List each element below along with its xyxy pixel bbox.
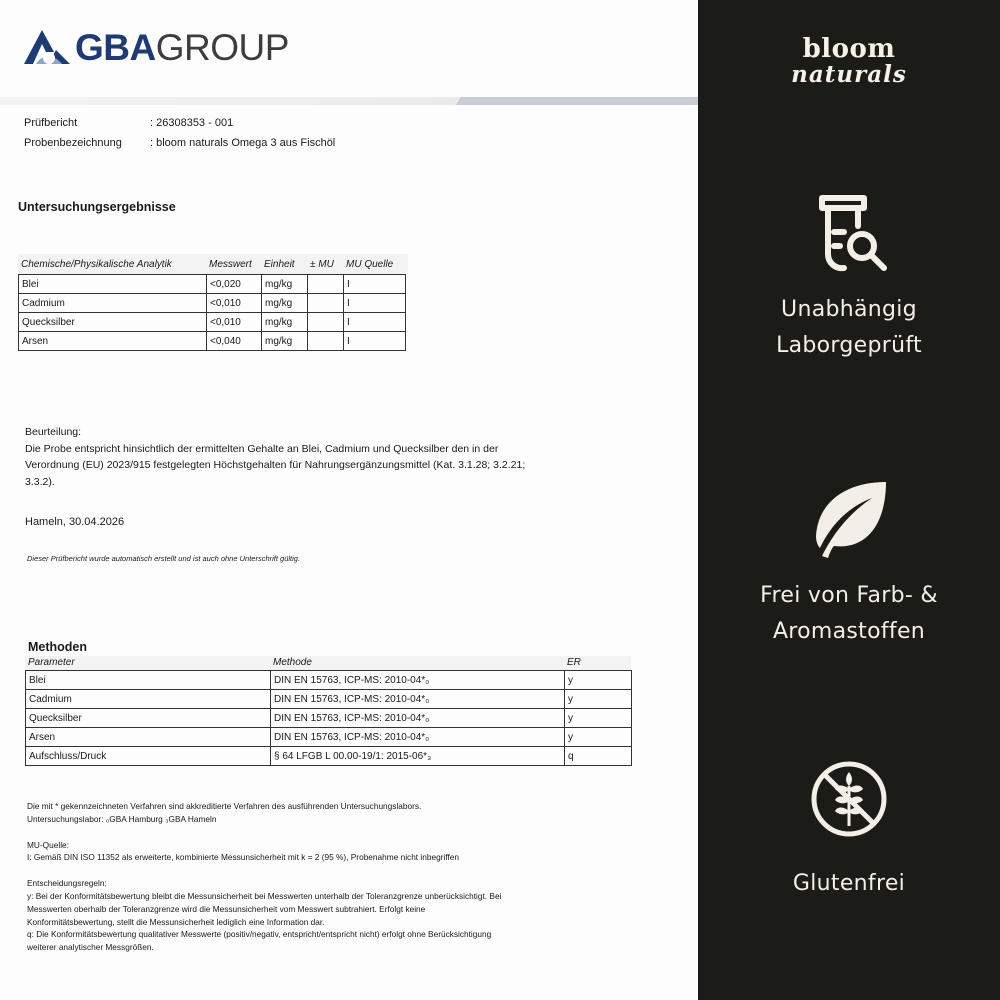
feature-gluten-free [698, 758, 1000, 902]
analytics-header: ± MU [310, 258, 334, 270]
cell-er: y [565, 728, 632, 747]
footnote-mu-text: I: Gemäß DIN ISO 11352 als erweiterte, kombinierte Messunsicherheit mit k = 2 (95 %), Probenahme nicht inbegriffen [27, 852, 460, 863]
sample-label: Probenbezeichnung [24, 137, 122, 149]
analytics-grid [18, 274, 406, 351]
cell-method: DIN EN 15763, ICP-MS: 2010-04*₀ [271, 709, 565, 728]
methods-header: Parameter [28, 657, 75, 668]
sample-value: : bloom naturals Omega 3 aus Fischöl [150, 137, 336, 149]
gba-group-logo [24, 28, 289, 68]
bloom-naturals-logo: bloom naturals [791, 34, 907, 88]
header-divider-accent [456, 97, 698, 105]
cell-value: <0,010 [207, 313, 262, 332]
cell-mu [308, 332, 344, 351]
cell-value: <0,020 [207, 275, 262, 294]
cell-value: <0,040 [207, 332, 262, 351]
table-row [26, 728, 632, 747]
cell-er: y [565, 709, 632, 728]
cell-mu [308, 313, 344, 332]
cell-param: Cadmium [26, 690, 271, 709]
cell-unit: mg/kg [262, 313, 308, 332]
cell-method: § 64 LFGB L 00.00-19/1: 2015-06*₃ [271, 747, 565, 766]
cell-value: <0,010 [207, 294, 262, 313]
assessment-line: 3.3.2). [25, 475, 55, 488]
analytics-header: Messwert [209, 258, 252, 270]
analytics-header: Einheit [264, 258, 295, 270]
methods-header-row [25, 656, 631, 670]
footnote-rule-y: Messwerten oberhalb der Toleranzgrenze wird die Messunsicherheit vom Messwert subtrahiert. Erfolgt keine [27, 903, 426, 914]
analytics-table [18, 254, 408, 351]
logo-wordmark: GBAGROUP [75, 27, 289, 68]
assessment-title: Beurteilung: [25, 426, 82, 438]
analytics-header: Chemische/Physikalische Analytik [21, 258, 172, 270]
cell-param: Arsen [19, 332, 207, 351]
feature-label: Frei von Farb- & Aromastoffen [760, 583, 938, 644]
cell-er: y [565, 671, 632, 690]
cell-param: Blei [26, 671, 271, 690]
cell-source: I [344, 332, 406, 351]
methods-header: Methode [273, 657, 312, 668]
cell-param: Quecksilber [26, 709, 271, 728]
footnote-accredited: Die mit * gekennzeichneten Verfahren sind akkreditierte Verfahren des ausführenden Untersuchungslabors. [27, 801, 422, 811]
analytics-header: MU Quelle [346, 258, 394, 270]
lab-test-icon [806, 192, 892, 278]
footnote-lab: Untersuchungslabor: ₀GBA Hamburg ₃GBA Hameln [27, 813, 217, 824]
cell-param: Arsen [26, 728, 271, 747]
cell-method: DIN EN 15763, ICP-MS: 2010-04*₀ [271, 728, 565, 747]
table-row [19, 313, 406, 332]
gluten-free-icon [806, 758, 892, 844]
cell-unit: mg/kg [262, 275, 308, 294]
leaf-icon [806, 478, 892, 564]
footnote-rule-y: y: Bei der Konformitätsbewertung bleibt die Messunsicherheit bei Messwerten unterhalb der Toleranzgrenze unberücksichtigt. Bei [27, 890, 502, 901]
methods-table [25, 670, 632, 766]
cell-er: q [565, 747, 632, 766]
methods-title: Methoden [28, 640, 88, 654]
footnotes [27, 800, 637, 954]
gba-logo-mark-icon [24, 28, 70, 68]
cell-mu [308, 294, 344, 313]
cell-source: I [344, 313, 406, 332]
assessment-block [25, 424, 625, 490]
feature-label: Glutenfrei [792, 871, 906, 896]
table-row [26, 747, 632, 766]
feature-lab-tested [698, 192, 1000, 364]
cell-source: I [344, 294, 406, 313]
cell-unit: mg/kg [262, 294, 308, 313]
footnote-rule-y: Konformitätsbewertung, stellt die Messunsicherheit lediglich eine Information dar. [27, 916, 325, 927]
footnote-mu-title: MU-Quelle: [27, 839, 69, 850]
footnote-rules-title: Entscheidungsregeln: [27, 878, 107, 889]
table-row [26, 709, 632, 728]
table-row [19, 332, 406, 351]
cell-unit: mg/kg [262, 332, 308, 351]
place-date: Hameln, 30.04.2026 [25, 516, 125, 528]
table-row [19, 275, 406, 294]
analytics-header-row [18, 254, 408, 274]
feature-label: Unabhängig Laborgeprüft [776, 297, 922, 358]
assessment-line: Verordnung (EU) 2023/915 festgelegten Höchstgehalten für Nahrungsergänzungsmittel (Kat. 3.1.28; 3.2.21; [25, 459, 526, 471]
footnote-rule-q: q: Die Konformitätsbewertung qualitativer Messwerte (positiv/negativ, entspricht/entspricht nicht) erfolgt ohne Berücksichtigung [27, 929, 492, 940]
table-row [26, 690, 632, 709]
feature-no-additives [698, 478, 1000, 650]
report-number-value: : 26308353 - 001 [150, 117, 234, 129]
table-row [19, 294, 406, 313]
auto-generated-note: Dieser Prüfbericht wurde automatisch erstellt und ist auch ohne Unterschrift gültig. [27, 554, 301, 563]
footnote-rule-q: weiterer analytischer Messgrößen. [27, 942, 154, 953]
report-meta [24, 113, 335, 153]
assessment-line: Die Probe entspricht hinsichtlich der ermittelten Gehalte an Blei, Cadmium und Quecksilber den in der [25, 442, 499, 455]
cell-er: y [565, 690, 632, 709]
table-row [26, 671, 632, 690]
cell-method: DIN EN 15763, ICP-MS: 2010-04*₀ [271, 671, 565, 690]
cell-param: Aufschluss/Druck [26, 747, 271, 766]
cell-source: I [344, 275, 406, 294]
methods-header: ER [567, 657, 581, 668]
cell-param: Blei [19, 275, 207, 294]
cell-param: Cadmium [19, 294, 207, 313]
results-title: Untersuchungsergebnisse [18, 200, 176, 214]
report-number-label: Prüfbericht [24, 117, 78, 129]
cell-mu [308, 275, 344, 294]
feature-panel [698, 0, 1000, 1000]
cell-method: DIN EN 15763, ICP-MS: 2010-04*₀ [271, 690, 565, 709]
cell-param: Quecksilber [19, 313, 207, 332]
